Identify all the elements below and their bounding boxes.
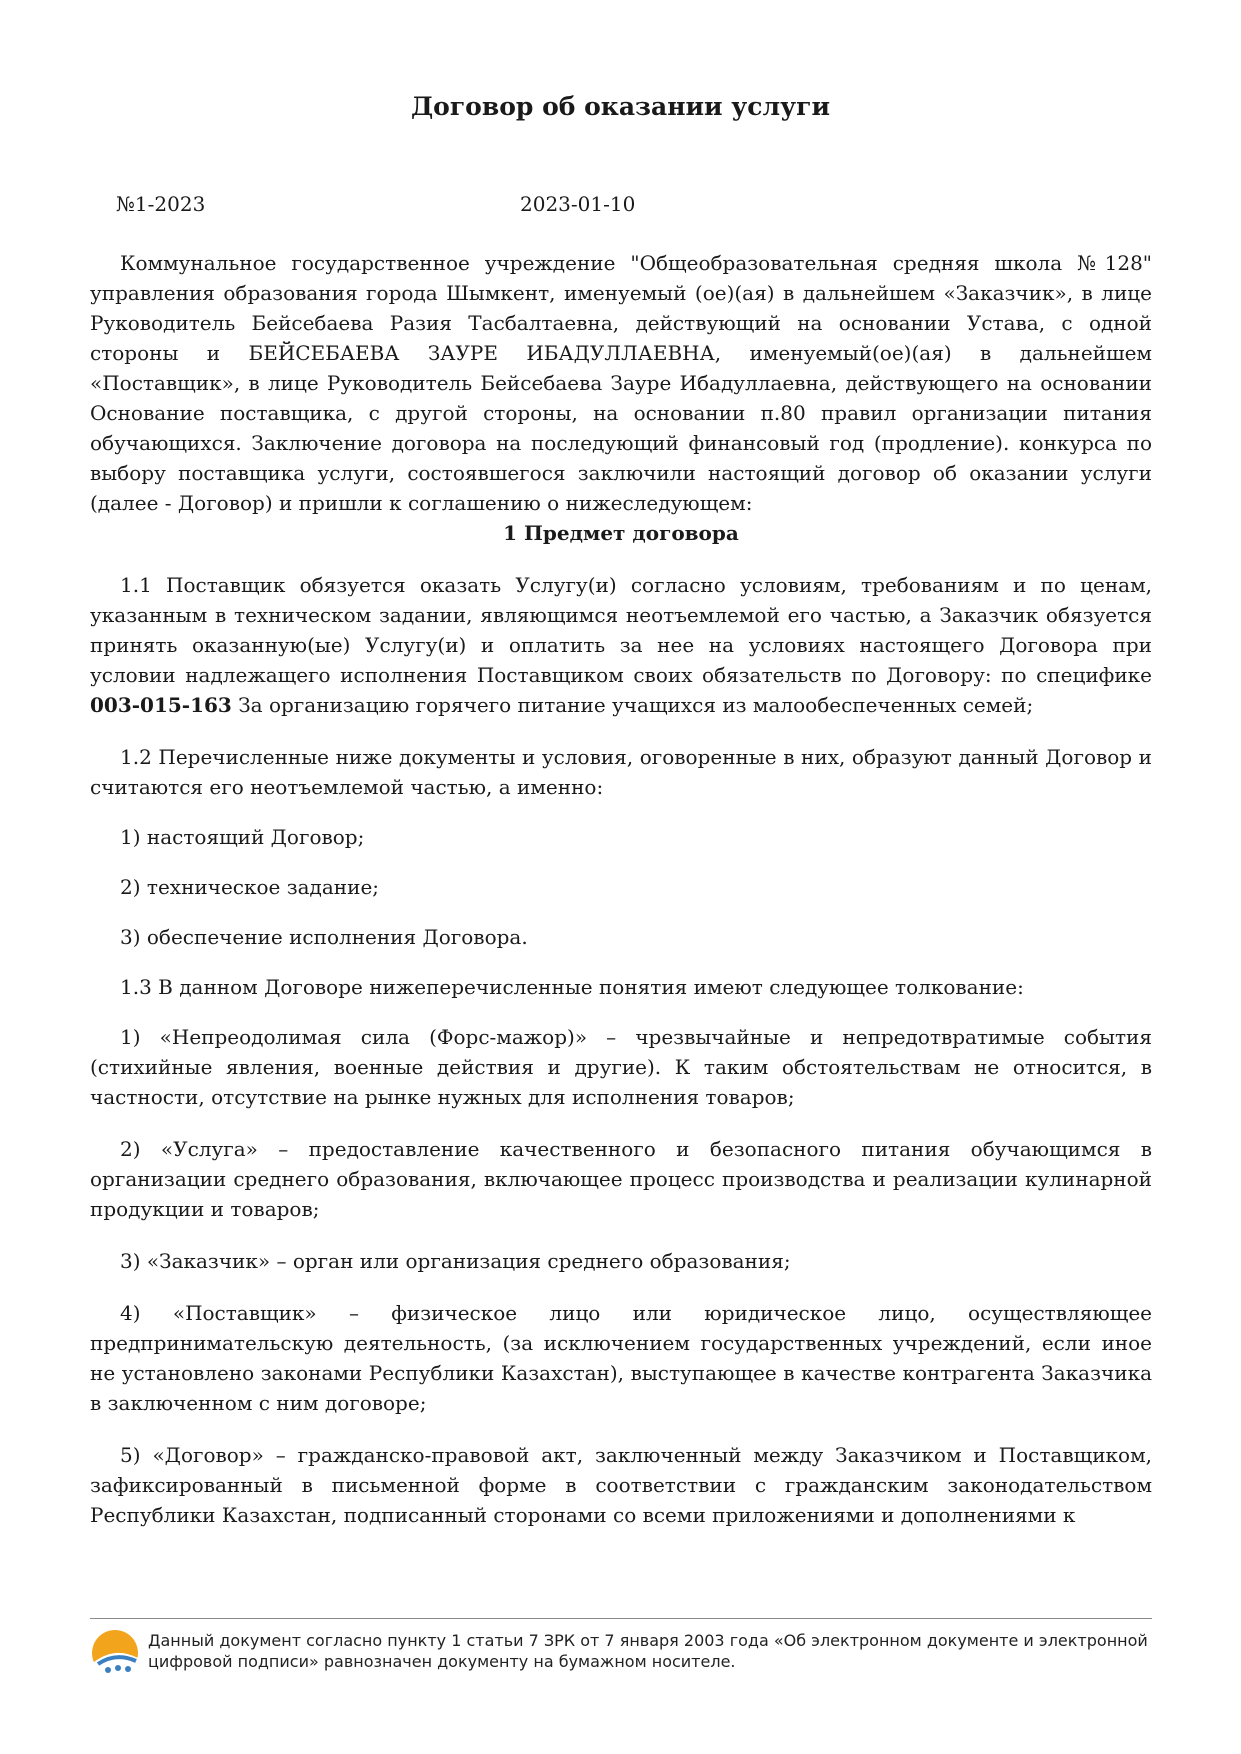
clause-1-1-text-end: За организацию горячего питание учащихся из малообеспеченных семей; <box>238 693 1034 717</box>
definition-item: 4) «Поставщик» – физическое лицо или юридическое лицо, осуществляющее предпринимательскую деятельность, (за исключением государственных учреждений, если иное не установлено законами Республики Казахстан), выступающее в качестве контрагента Заказчика в заключенном с ним договоре; <box>90 1301 1152 1415</box>
definition-item: 5) «Договор» – гражданско-правовой акт, заключенный между Заказчиком и Поставщиком, зафиксированный в письменной форме в соответствии с гражданским законодательством Республики Казахстан, подписанный сторонами со всеми приложениями и дополнениями к <box>90 1443 1152 1527</box>
definition-item: 2) «Услуга» – предоставление качественного и безопасного питания обучающимся в организации среднего образования, включающее процесс производства и реализации кулинарной продукции и товаров; <box>90 1137 1152 1221</box>
document-title: Договор об оказании услуги <box>410 92 831 121</box>
clause-1-1 <box>90 570 1152 720</box>
definition-item: 3) «Заказчик» – орган или организация среднего образования; <box>120 1249 791 1273</box>
clause-1-3: 1.3 В данном Договоре нижеперечисленные понятия имеют следующее толкование: <box>120 975 1024 999</box>
section-1-heading: 1 Предмет договора <box>503 521 739 545</box>
specific-code: 003-015-163 <box>90 693 232 717</box>
contract-date: 2023-01-10 <box>520 192 636 216</box>
footer-divider <box>90 1618 1152 1619</box>
list-item: 3) обеспечение исполнения Договора. <box>120 925 528 949</box>
contract-number: №1-2023 <box>116 192 206 216</box>
egov-logo-icon <box>90 1628 140 1678</box>
list-item: 2) техническое задание; <box>120 875 380 899</box>
definition-item: 1) «Непреодолимая сила (Форс-мажор)» – чрезвычайные и непредотвратимые события (стихийные явления, военные действия и другие). К таким обстоятельствам не относится, в частности, отсутствие на рынке нужных для исполнения товаров; <box>90 1025 1152 1109</box>
list-item: 1) настоящий Договор; <box>120 825 365 849</box>
intro-paragraph: Коммунальное государственное учреждение "Общеобразовательная средняя школа №128" управления образования города Шымкент, именуемый (ое)(ая) в дальнейшем «Заказчик», в лице Руководитель Бейсебаева Разия Тасбалтаевна, действующий на основании Устава, с одной стороны и БЕЙСЕБАЕВА ЗАУРЕ ИБАДУЛЛАЕВНА, именуемый(ое)(ая) в дальнейшем «Поставщик», в лице Руководитель Бейсебаева Зауре Ибадуллаевна, действующего на основании Основание поставщика, с другой стороны, на основании п.80 правил организации питания обучающихся. Заключение договора на последующий финансовый год (продление). конкурса по выбору поставщика услуги, состоявшегося заключили настоящий договор об оказании услуги (далее - Договор) и пришли к соглашению о нижеследующем: <box>90 251 1152 515</box>
clause-1-1-text: 1.1 Поставщик обязуется оказать Услугу(и) согласно условиям, требованиям и по ценам, указанным в техническом задании, являющимся неотъемлемой его частью, а Заказчик обязуется принять оказанную(ые) Услугу(и) и оплатить за нее на условиях настоящего Договора при условии надлежащего исполнения Поставщиком своих обязательств по Договору: по специфике <box>90 573 1152 687</box>
document-body <box>90 248 1152 1530</box>
footer <box>90 1626 1152 1686</box>
footer-legal-notice: Данный документ согласно пункту 1 статьи 7 ЗРК от 7 января 2003 года «Об электронном документе и электронной цифровой подписи» равнозначен документу на бумажном носителе. <box>148 1631 1148 1671</box>
clause-1-2: 1.2 Перечисленные ниже документы и условия, оговоренные в них, образуют данный Договор и считаются его неотъемлемой частью, а именно: <box>90 745 1152 799</box>
